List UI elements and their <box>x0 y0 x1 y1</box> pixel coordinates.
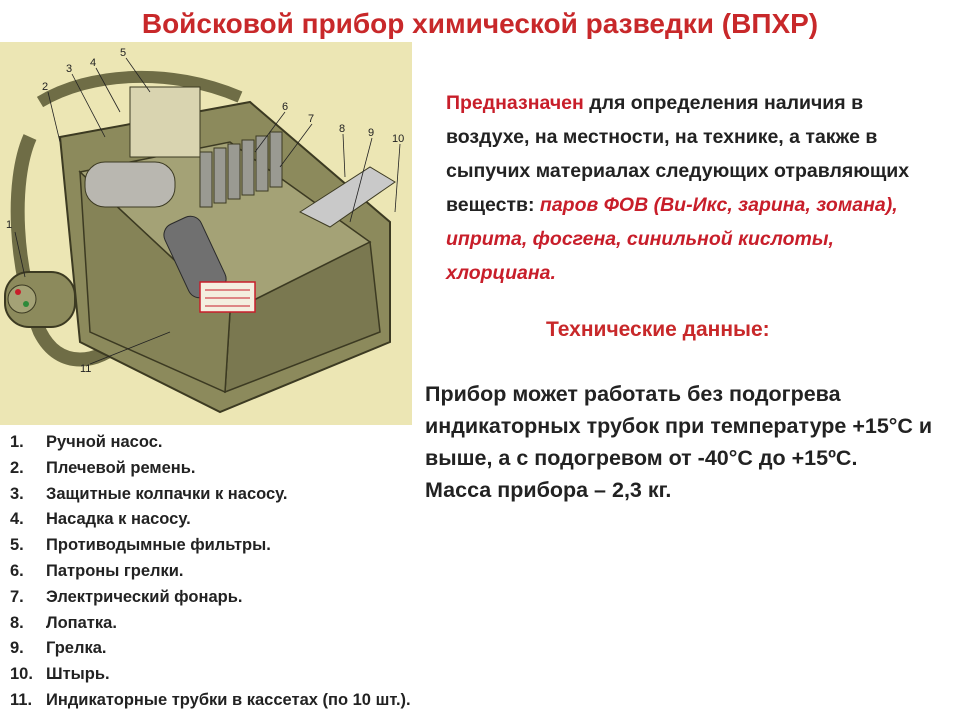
purpose-text <box>446 86 946 290</box>
tech-mass: Масса прибора – 2,3 кг. <box>425 478 672 502</box>
callout-10: 10 <box>392 133 405 145</box>
callout-5: 5 <box>120 47 127 59</box>
parts-legend <box>10 430 411 714</box>
callout-2: 2 <box>42 81 49 93</box>
page-title: Войсковой прибор химической разведки (ВПХР) <box>141 8 819 39</box>
pump-marker-red <box>15 289 21 295</box>
legend-item: 1. Ручной насос. <box>10 433 163 451</box>
purpose-lead: Предназначен <box>446 92 584 114</box>
legend-item: 6. Патроны грелки. <box>10 561 184 580</box>
callout-11: 11 <box>80 363 92 375</box>
callout-6: 6 <box>282 101 289 113</box>
indicator-tube-cassettes <box>200 282 255 312</box>
callout-7: 7 <box>308 113 315 125</box>
device-illustration <box>0 42 412 425</box>
legend-item: 3. Защитные колпачки к насосу. <box>10 484 288 503</box>
purpose-body: для определения наличия в воздухе, на местности, на технике, а также в сыпучих материалах следующих отравляющих веществ: <box>446 92 910 216</box>
callout-3: 3 <box>66 63 73 75</box>
legend-item: 9. Грелка. <box>10 639 107 658</box>
device-drawing <box>0 42 412 425</box>
tech-temperature: Прибор может работать без подогрева индикаторных трубок при температуре +15°С и выше, а с подогревом от -40°С до +15ºС. <box>425 382 933 470</box>
callout-9: 9 <box>368 127 375 139</box>
callout-4: 4 <box>90 57 97 69</box>
pump-cap <box>8 285 36 313</box>
callout-1: 1 <box>6 219 13 231</box>
callout-8: 8 <box>339 123 346 135</box>
legend-item: 11. Индикаторные трубки в кассетах (по 10 шт.). <box>10 690 411 709</box>
legend-item: 5. Противодымные фильтры. <box>10 536 271 555</box>
legend-item: 2. Плечевой ремень. <box>10 458 196 477</box>
pump-cylinder <box>85 162 175 207</box>
filters-block <box>130 87 200 157</box>
legend-item: 8. Лопатка. <box>10 613 117 632</box>
legend-item: 4. Насадка к насосу. <box>10 510 191 529</box>
tech-body <box>425 378 955 506</box>
legend-item: 7. Электрический фонарь. <box>10 587 243 606</box>
legend-item: 10. Штырь. <box>10 665 110 684</box>
tech-heading: Технические данные: <box>546 318 770 341</box>
pump-marker-green <box>23 301 29 307</box>
purpose-agents: паров ФОВ (Ви-Икс, зарина, зомана), иприта, фосгена, синильной кислоты, хлорциана. <box>446 194 898 284</box>
